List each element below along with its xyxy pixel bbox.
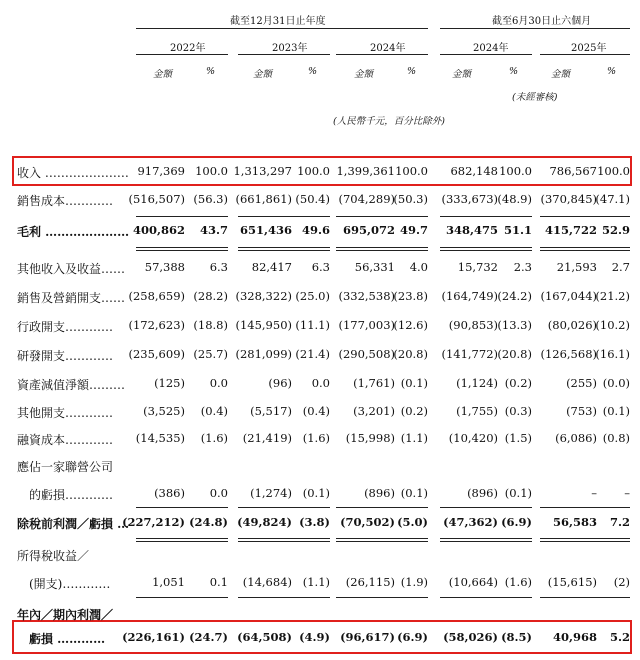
amount-cell: 56,583 (552, 515, 597, 529)
percent-cell: – (624, 486, 630, 500)
col-rule-2024-h1 (440, 54, 532, 55)
half-year-group-rule (440, 28, 630, 29)
percent-cell: (20.8) (497, 347, 532, 361)
subtotal-rule (336, 250, 428, 251)
subtotal-rule (136, 538, 228, 539)
percent-cell: (56.3) (193, 192, 228, 206)
subtotal-rule (238, 597, 330, 598)
percent-cell: (50.4) (295, 192, 330, 206)
amount-cell: (386) (154, 486, 185, 500)
subtotal-rule (540, 250, 630, 251)
col-amount-2022: 金額 (153, 69, 173, 80)
amount-cell: 1,313,297 (233, 164, 292, 178)
col-amount-2025-h1: 金額 (551, 69, 571, 80)
amount-cell: 57,388 (144, 260, 185, 274)
percent-cell: (0.4) (302, 404, 330, 418)
percent-cell: 2.7 (611, 260, 630, 274)
row-label: 年內／期內利潤／ (17, 608, 114, 622)
percent-cell: 100.0 (499, 164, 532, 178)
col-rule-2025-h1 (540, 54, 630, 55)
percent-cell: (23.8) (393, 289, 428, 303)
row-label: 的虧損………… (17, 488, 114, 502)
row-label: 其他收入及收益…… (17, 262, 126, 276)
amount-cell: 415,722 (544, 223, 597, 237)
amount-cell: (125) (154, 376, 185, 390)
amount-cell: (333,673) (441, 192, 498, 206)
percent-cell: (50.3) (393, 192, 428, 206)
amount-cell: (258,659) (128, 289, 185, 303)
percent-cell: (0.2) (504, 376, 532, 390)
percent-cell: (25.7) (193, 347, 228, 361)
amount-cell: (1,755) (456, 404, 498, 418)
amount-cell: (281,099) (235, 347, 292, 361)
percent-cell: (0.3) (504, 404, 532, 418)
subtotal-rule (336, 597, 428, 598)
amount-cell: (10,420) (448, 431, 498, 445)
percent-cell: (24.2) (497, 289, 532, 303)
subtotal-rule (136, 247, 228, 248)
percent-cell: (11.1) (295, 318, 330, 332)
percent-cell: 51.1 (503, 223, 532, 237)
amount-cell: (896) (364, 486, 395, 500)
amount-cell: (896) (467, 486, 498, 500)
row-label: (開支)………… (17, 577, 111, 591)
subtotal-rule (540, 541, 630, 542)
row-label: 融資成本………… (17, 433, 114, 447)
percent-cell: (21.2) (595, 289, 630, 303)
amount-cell: (26,115) (345, 575, 395, 589)
subtotal-rule (136, 541, 228, 542)
amount-cell: (14,535) (135, 431, 185, 445)
percent-cell: 49.7 (399, 223, 428, 237)
percent-cell: (0.1) (302, 486, 330, 500)
amount-cell: (126,568) (540, 347, 597, 361)
amount-cell: (661,861) (235, 192, 292, 206)
percent-cell: 5.2 (609, 630, 630, 644)
subtotal-rule (136, 250, 228, 251)
subtotal-rule (440, 541, 532, 542)
subtotal-rule (238, 538, 330, 539)
row-label: 毛利 ………………… (17, 225, 130, 239)
col-pct-2024-h1: % (509, 66, 519, 77)
amount-cell: 695,072 (342, 223, 395, 237)
row-label: 收入 ………………… (17, 166, 129, 180)
row-label: 銷售成本………… (17, 194, 114, 208)
amount-cell: – (591, 486, 597, 500)
amount-cell: 1,051 (152, 575, 185, 589)
subtotal-rule (440, 216, 532, 217)
row-label: 應佔一家聯營公司 (17, 460, 114, 474)
percent-cell: (18.8) (193, 318, 228, 332)
subtotal-rule (136, 507, 228, 508)
amount-cell: (145,950) (235, 318, 292, 332)
subtotal-rule (336, 247, 428, 248)
percent-cell: 2.3 (513, 260, 532, 274)
percent-cell: (1.6) (200, 431, 228, 445)
percent-cell: (2) (613, 575, 630, 589)
amount-cell: (226,161) (122, 630, 185, 644)
col-pct-2024: % (407, 66, 417, 77)
amount-cell: 786,567 (549, 164, 597, 178)
amount-cell: (516,507) (128, 192, 185, 206)
subtotal-rule (238, 216, 330, 217)
amount-cell: (14,684) (242, 575, 292, 589)
amount-cell: (15,998) (345, 431, 395, 445)
percent-cell: 6.3 (311, 260, 330, 274)
percent-cell: 52.9 (601, 223, 630, 237)
percent-cell: (16.1) (595, 347, 630, 361)
amount-cell: (58,026) (443, 630, 498, 644)
year-header-2024-h1: 2024年 (473, 43, 509, 54)
year-group-rule (136, 28, 428, 29)
row-label: 行政開支………… (17, 320, 114, 334)
col-rule-2024 (336, 54, 428, 55)
amount-cell: 651,436 (239, 223, 292, 237)
percent-cell: (0.2) (400, 404, 428, 418)
year-header-2025-h1: 2025年 (571, 43, 607, 54)
percent-cell: (47.1) (595, 192, 630, 206)
percent-cell: (6.9) (397, 630, 428, 644)
percent-cell: (3.8) (299, 515, 330, 529)
percent-cell: (1.6) (504, 575, 532, 589)
percent-cell: (8.5) (501, 630, 532, 644)
percent-cell: 6.3 (209, 260, 228, 274)
year-header-2022: 2022年 (170, 43, 206, 54)
amount-cell: (704,289) (338, 192, 395, 206)
percent-cell: (6.9) (501, 515, 532, 529)
percent-cell: (0.0) (602, 376, 630, 390)
col-amount-2024: 金額 (354, 69, 374, 80)
unit-note: (人民幣千元，百分比除外) (333, 116, 445, 127)
subtotal-rule (136, 216, 228, 217)
amount-cell: (3,525) (143, 404, 185, 418)
amount-cell: (96) (268, 376, 292, 390)
percent-cell: (24.7) (189, 630, 228, 644)
amount-cell: 400,862 (132, 223, 185, 237)
subtotal-rule (238, 507, 330, 508)
row-label: 銷售及營銷開支…… (17, 291, 126, 305)
row-label: 研發開支………… (17, 349, 114, 363)
percent-cell: 100.0 (597, 164, 630, 178)
year-header-2024: 2024年 (370, 43, 406, 54)
percent-cell: (20.8) (393, 347, 428, 361)
percent-cell: (48.9) (497, 192, 532, 206)
amount-cell: (141,772) (441, 347, 498, 361)
year-header-2023: 2023年 (272, 43, 308, 54)
percent-cell: (0.1) (504, 486, 532, 500)
percent-cell: (21.4) (295, 347, 330, 361)
year-group-header: 截至12月31日止年度 (230, 16, 326, 27)
percent-cell: 0.0 (209, 486, 228, 500)
col-pct-2023: % (308, 66, 318, 77)
percent-cell: 0.1 (209, 575, 228, 589)
percent-cell: (1.1) (400, 431, 428, 445)
amount-cell: (167,044) (540, 289, 597, 303)
subtotal-rule (336, 507, 428, 508)
amount-cell: 21,593 (556, 260, 597, 274)
amount-cell: (90,853) (448, 318, 498, 332)
col-pct-2025-h1: % (607, 66, 617, 77)
subtotal-rule (540, 216, 630, 217)
subtotal-rule (440, 597, 532, 598)
subtotal-rule (440, 250, 532, 251)
amount-cell: (70,502) (340, 515, 395, 529)
subtotal-rule (540, 538, 630, 539)
percent-cell: 43.7 (199, 223, 228, 237)
percent-cell: (25.0) (295, 289, 330, 303)
percent-cell: 0.0 (311, 376, 330, 390)
amount-cell: 82,417 (251, 260, 292, 274)
amount-cell: (15,615) (547, 575, 597, 589)
subtotal-rule (238, 541, 330, 542)
amount-cell: 1,399,361 (336, 164, 395, 178)
amount-cell: (49,824) (237, 515, 292, 529)
amount-cell: 40,968 (552, 630, 597, 644)
percent-cell: (0.8) (602, 431, 630, 445)
amount-cell: 682,148 (450, 164, 498, 178)
percent-cell: (12.6) (393, 318, 428, 332)
percent-cell: 100.0 (195, 164, 228, 178)
amount-cell: 348,475 (445, 223, 498, 237)
col-pct-2022: % (206, 66, 216, 77)
subtotal-rule (336, 541, 428, 542)
amount-cell: (227,212) (122, 515, 185, 529)
percent-cell: (0.1) (602, 404, 630, 418)
amount-cell: (1,761) (353, 376, 395, 390)
subtotal-rule (440, 538, 532, 539)
percent-cell: (1.5) (504, 431, 532, 445)
row-label: 資產減值淨額……… (17, 378, 126, 392)
amount-cell: (80,026) (547, 318, 597, 332)
percent-cell: (13.3) (497, 318, 532, 332)
row-label: 除稅前利潤／虧損 … (17, 517, 130, 531)
percent-cell: (0.1) (400, 486, 428, 500)
percent-cell: 7.2 (609, 515, 630, 529)
percent-cell: (4.9) (299, 630, 330, 644)
subtotal-rule (238, 250, 330, 251)
percent-cell: (0.4) (200, 404, 228, 418)
percent-cell: 49.6 (301, 223, 330, 237)
percent-cell: (1.1) (302, 575, 330, 589)
percent-cell: (28.2) (193, 289, 228, 303)
amount-cell: (177,003) (338, 318, 395, 332)
subtotal-rule (540, 597, 630, 598)
subtotal-rule (440, 507, 532, 508)
amount-cell: 917,369 (137, 164, 185, 178)
unaudited-note: (未經審核) (512, 92, 558, 103)
amount-cell: (172,623) (128, 318, 185, 332)
amount-cell: (47,362) (443, 515, 498, 529)
amount-cell: (255) (566, 376, 597, 390)
subtotal-rule (336, 216, 428, 217)
amount-cell: (5,517) (250, 404, 292, 418)
row-label: 虧損 ………… (17, 632, 106, 646)
percent-cell: 4.0 (409, 260, 428, 274)
amount-cell: (3,201) (353, 404, 395, 418)
amount-cell: (64,508) (237, 630, 292, 644)
amount-cell: (164,749) (441, 289, 498, 303)
percent-cell: 100.0 (395, 164, 428, 178)
subtotal-rule (136, 597, 228, 598)
percent-cell: 0.0 (209, 376, 228, 390)
percent-cell: (1.9) (400, 575, 428, 589)
col-amount-2024-h1: 金額 (452, 69, 472, 80)
half-year-group-header: 截至6月30日止六個月 (492, 16, 592, 27)
amount-cell: (235,609) (128, 347, 185, 361)
col-amount-2023: 金額 (253, 69, 273, 80)
amount-cell: (6,086) (555, 431, 597, 445)
amount-cell: (96,617) (340, 630, 395, 644)
percent-cell: 100.0 (297, 164, 330, 178)
amount-cell: 15,732 (457, 260, 498, 274)
col-rule-2023 (238, 54, 330, 55)
amount-cell: (332,538) (338, 289, 395, 303)
percent-cell: (24.8) (189, 515, 228, 529)
amount-cell: (1,274) (250, 486, 292, 500)
amount-cell: (1,124) (456, 376, 498, 390)
amount-cell: (21,419) (242, 431, 292, 445)
subtotal-rule (440, 247, 532, 248)
row-label: 其他開支………… (17, 406, 114, 420)
percent-cell: (0.1) (400, 376, 428, 390)
subtotal-rule (238, 247, 330, 248)
percent-cell: (1.6) (302, 431, 330, 445)
percent-cell: (10.2) (595, 318, 630, 332)
subtotal-rule (540, 507, 630, 508)
col-rule-2022 (136, 54, 228, 55)
amount-cell: (370,845) (540, 192, 597, 206)
subtotal-rule (336, 538, 428, 539)
percent-cell: (5.0) (397, 515, 428, 529)
amount-cell: (328,322) (235, 289, 292, 303)
amount-cell: (753) (566, 404, 597, 418)
amount-cell: (10,664) (448, 575, 498, 589)
subtotal-rule (540, 247, 630, 248)
row-label: 所得稅收益／ (17, 549, 90, 563)
amount-cell: (290,508) (338, 347, 395, 361)
amount-cell: 56,331 (354, 260, 395, 274)
